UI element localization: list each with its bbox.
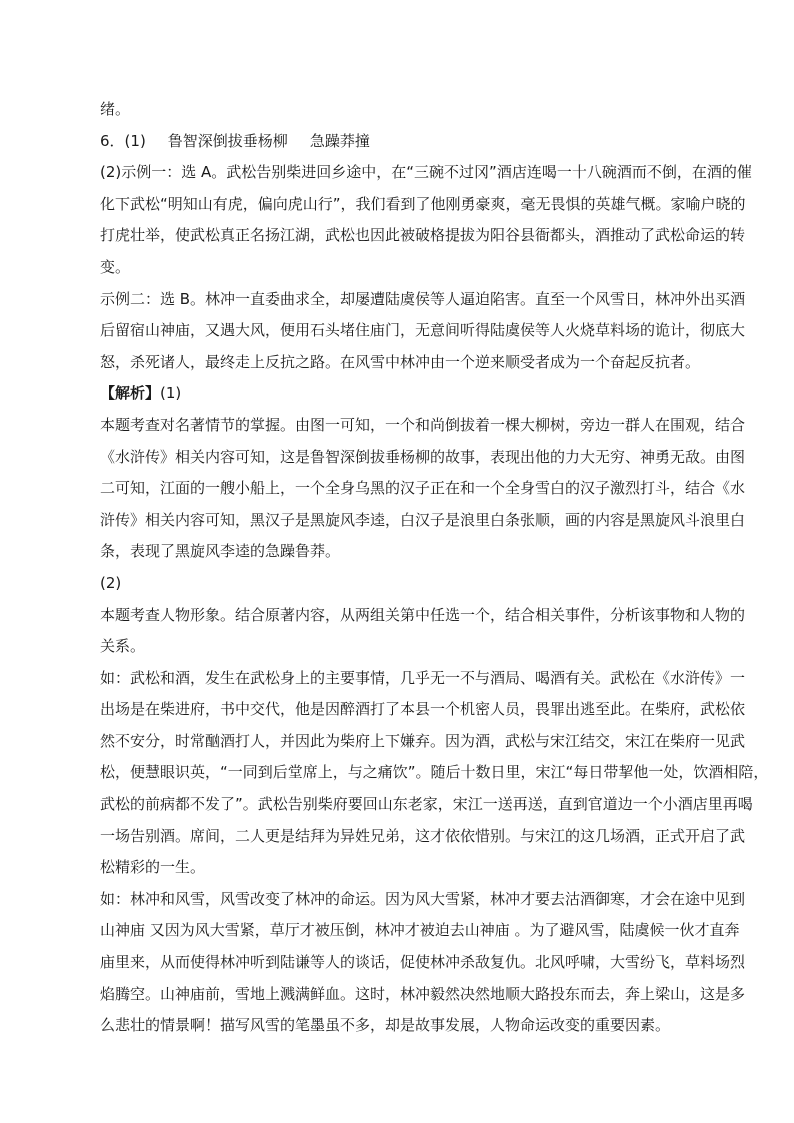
text-line: 出场是在柴进府，书中交代，他是因醉酒打了本县一个机密人员，畏罪出逃至此。在柴府，武松依	[100, 700, 746, 719]
text-line: 武松的前病都不发了”。武松告别柴府要回山东老家，宋江一送再送，直到官道边一个小酒店里再喝	[100, 795, 753, 814]
text-line: 绪。	[100, 100, 131, 118]
answer-story: 鲁智深倒拔垂杨柳	[167, 131, 288, 150]
document-page	[100, 94, 769, 1042]
text-line: (2)示例一：选 A。武松告别柴进回乡途中，在“三碗不过冈”酒店连喝一十八碗酒而不倒，在酒的催	[100, 163, 752, 182]
text-line: 示例二：选 B。林冲一直委曲求全，却屡遭陆虞侯等人逼迫陷害。直至一个风雪日，林冲外出买酒	[100, 289, 746, 308]
text-line: 本题考查人物形象。结合原著内容，从两组关第中任选一个，结合相关事件，分析该事物和人物的	[100, 605, 746, 624]
text-line: 一场告别酒。席间，二人更是结拜为异姓兄弟，这才依依惜别。与宋江的这几场酒，正式开启了武	[100, 826, 746, 845]
text-line: 变。	[100, 257, 131, 276]
text-line: 如：林冲和风雪，风雪改变了林冲的命运。因为风大雪紧，林冲才要去沽酒御寒，才会在途中见到	[100, 889, 746, 908]
text-line: 怒，杀死诸人，最终走上反抗之路。在风雪中林冲由一个逆来顺受者成为一个奋起反抗者。	[100, 352, 701, 371]
text-line: 山神庙 又因为风大雪紧，草厅才被压倒，林冲才被迫去山神庙 。为了避风雪，陆虞候一伙才直奔	[100, 921, 740, 940]
text-line: 打虎壮举，使武松真正名扬江湖，武松也因此被破格提拔为阳谷县衙都头，酒推动了武松命运的转	[100, 226, 746, 245]
text-line: 关系。	[100, 637, 146, 656]
question-number: 6．(1)	[100, 131, 146, 150]
text-line: 庙里来，从而使得林冲听到陆谦等人的谈话，促使林冲杀敌复仇。北风呼啸，大雪纷飞，草料场烈	[100, 953, 746, 972]
text-line: 条，表现了黑旋风李逵的急躁鲁莽。	[100, 542, 341, 561]
text-line: 然不安分，时常酗酒打人，并因此为柴府上下嫌弃。因为酒，武松与宋江结交，宋江在柴府一见武	[100, 731, 746, 750]
analysis-heading	[100, 378, 700, 410]
question-6-answer-1	[100, 126, 700, 158]
text-line: 化下武松“明知山有虎，偏向虎山行”，我们看到了他刚勇豪爽，毫无畏惧的英雄气概。家喻户晓的	[100, 194, 746, 213]
text-line: 焰腾空。山神庙前，雪地上溅满鲜血。这时，林冲毅然决然地顺大路投东而去，奔上梁山，这是多	[100, 984, 746, 1003]
text-line: 松精彩的一生。	[100, 858, 206, 877]
text-line: 后留宿山神庙，又遇大风，便用石头堵住庙门，无意间听得陆虞侯等人火烧草料场的诡计，彻底大	[100, 321, 746, 340]
text-line: 浒传》相关内容可知，黑汉子是黑旋风李逵，白汉子是浪里白条张顺，画的内容是黑旋风斗浪里白	[100, 510, 746, 529]
text-line: (2)	[100, 573, 122, 592]
text-line: 松，便慧眼识英，“一同到后堂席上，与之痛饮”。随后十数日里，宋江“每日带挈他一处，饮酒相陪，	[100, 763, 769, 782]
text-line: 《水浒传》相关内容可知，这是鲁智深倒拔垂杨柳的故事，表现出他的力大无穷、神勇无敌。由图	[100, 447, 746, 466]
analysis-part-number: (1)	[160, 384, 182, 403]
answer-trait: 急躁莽撞	[309, 131, 370, 150]
text-line: 本题考查对名著情节的掌握。由图一可知，一个和尚倒拔着一棵大柳树，旁边一群人在围观，结合	[100, 415, 746, 434]
text-line: 如：武松和酒，发生在武松身上的主要事情，几乎无一不与酒局、喝酒有关。武松在《水浒传》一	[100, 668, 746, 687]
analysis-label: 【解析】	[100, 384, 161, 403]
text-line: 二可知，江面的一艘小船上，一个全身乌黑的汉子正在和一个全身雪白的汉子激烈打斗，结合《水	[100, 479, 746, 498]
text-line: 么悲壮的情景啊！描写风雪的笔墨虽不多，却是故事发展，人物命运改变的重要因素。	[100, 1016, 671, 1035]
